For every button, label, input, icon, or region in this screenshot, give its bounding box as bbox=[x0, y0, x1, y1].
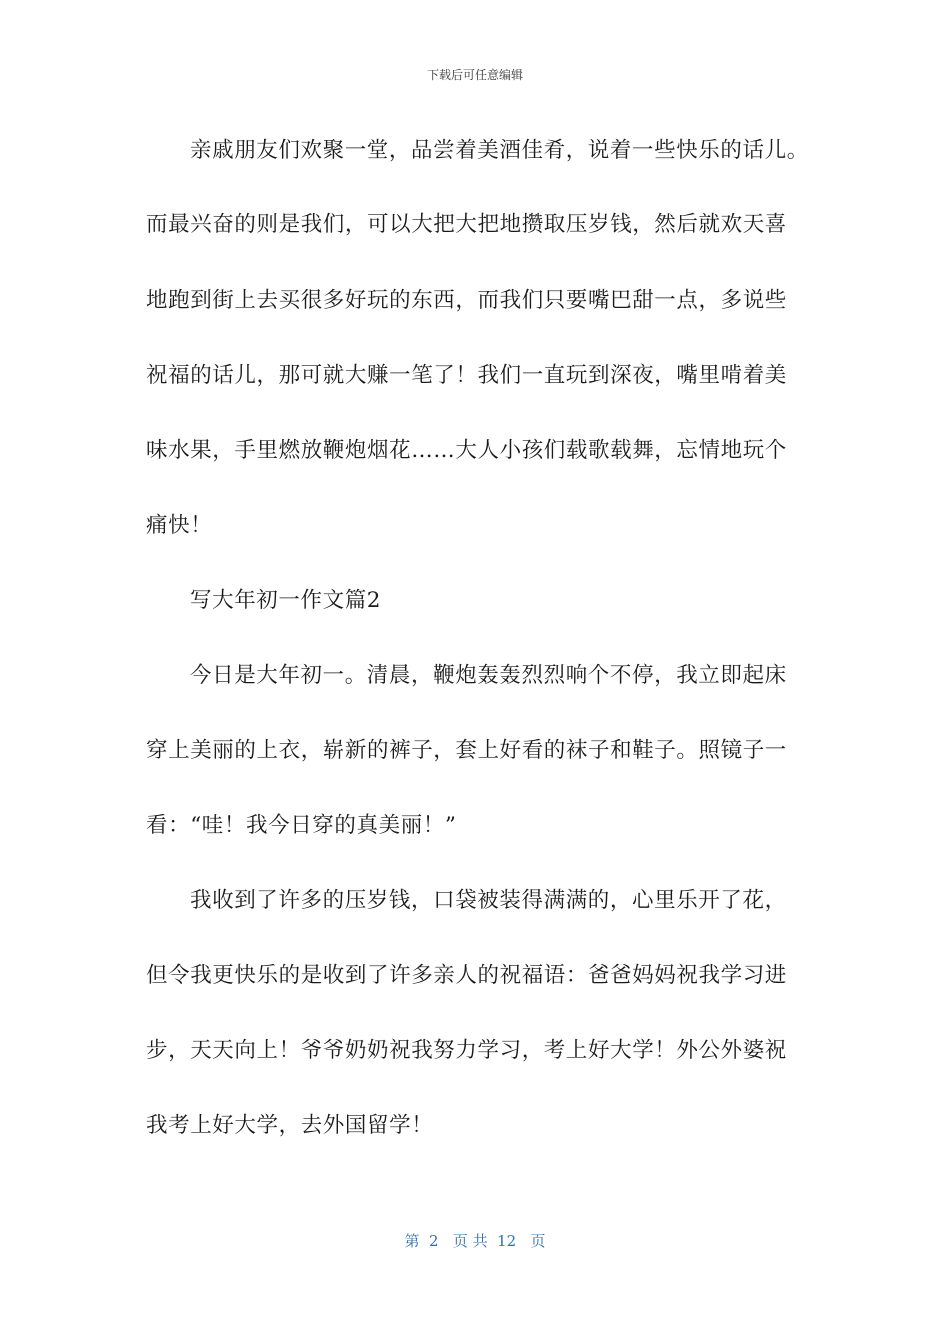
paragraph-line: 我考上好大学，去外国留学！ bbox=[146, 1113, 434, 1138]
paragraph-line: 今日是大年初一。清晨，鞭炮轰轰烈烈响个不停，我立即起床 bbox=[190, 663, 787, 688]
paragraph-line: 穿上美丽的上衣，崭新的裤子，套上好看的袜子和鞋子。照镜子一 bbox=[146, 738, 787, 763]
paragraph-line: 味水果，手里燃放鞭炮烟花……大人小孩们载歌载舞，忘情地玩个 bbox=[146, 438, 787, 463]
paragraph-line: 亲戚朋友们欢聚一堂，品尝着美酒佳肴，说着一些快乐的话儿。 bbox=[190, 138, 809, 163]
paragraph-line: 祝福的话儿，那可就大赚一笔了！我们一直玩到深夜，嘴里啃着美 bbox=[146, 363, 787, 388]
paragraph-line: 而最兴奋的则是我们，可以大把大把地攒取压岁钱，然后就欢天喜 bbox=[146, 212, 787, 237]
section-heading: 写大年初一作文篇2 bbox=[190, 588, 382, 613]
paragraph-line: 痛快！ bbox=[146, 513, 213, 538]
paragraph-line: 但令我更快乐的是收到了许多亲人的祝福语：爸爸妈妈祝我学习进 bbox=[146, 963, 787, 988]
page-number-footer: 第 2 页 共 12 页 bbox=[404, 1232, 546, 1250]
paragraph-line: 步，天天向上！爷爷奶奶祝我努力学习，考上好大学！外公外婆祝 bbox=[146, 1038, 787, 1063]
paragraph-line: 我收到了许多的压岁钱，口袋被装得满满的，心里乐开了花， bbox=[190, 888, 787, 913]
paragraph-line: 看：“哇！我今日穿的真美丽！” bbox=[146, 813, 457, 838]
paragraph-line: 地跑到街上去买很多好玩的东西，而我们只要嘴巴甜一点，多说些 bbox=[146, 288, 787, 313]
page-header: 下载后可任意编辑 bbox=[426, 68, 523, 82]
